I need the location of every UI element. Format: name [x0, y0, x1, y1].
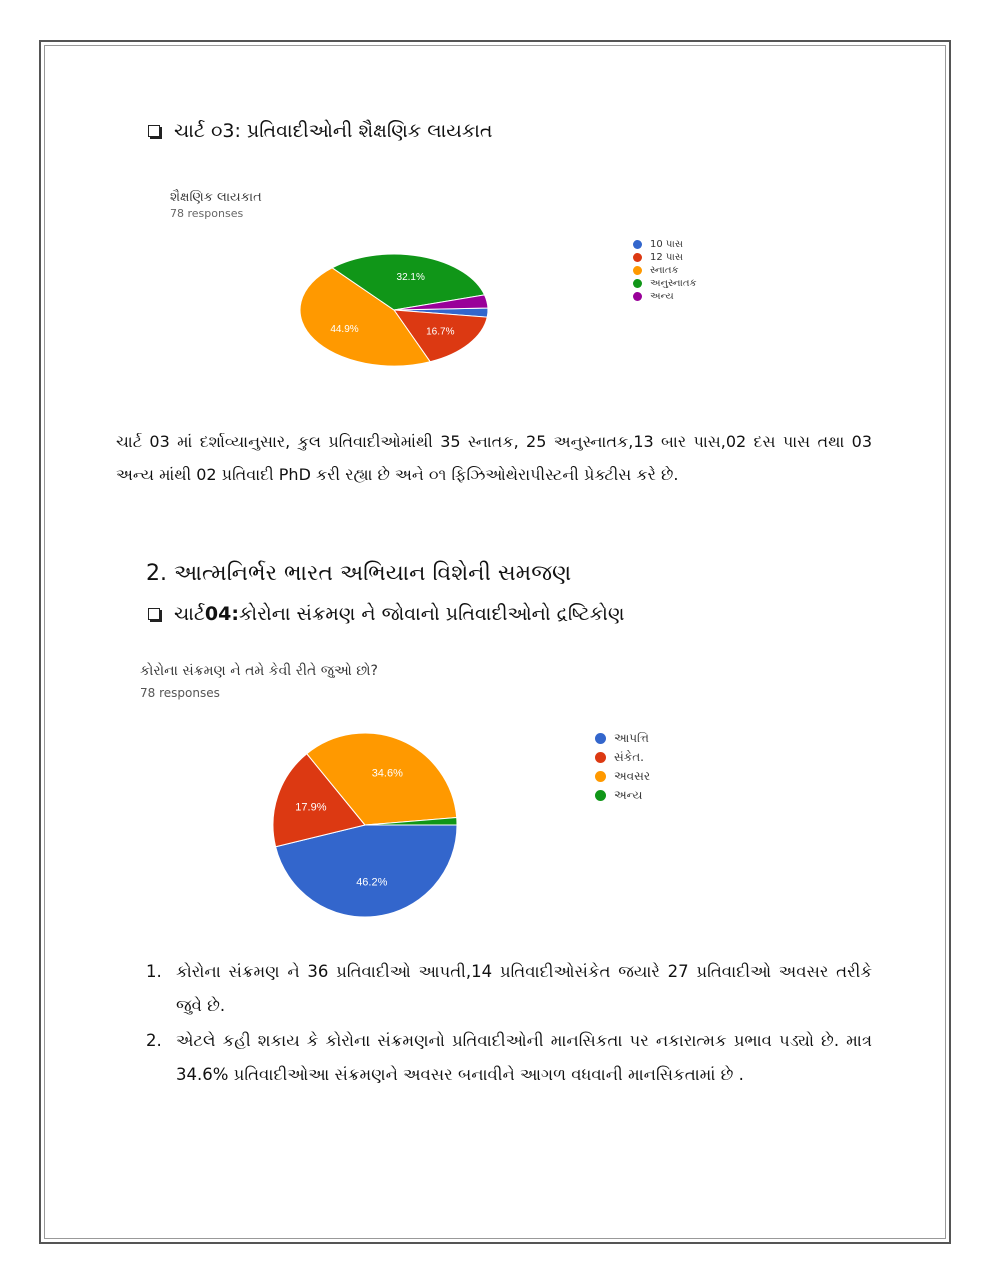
- legend-dot-icon: [633, 279, 642, 288]
- checkbox-bullet-icon: [148, 608, 160, 620]
- chart2-legend-label: સંકેત.: [614, 750, 644, 764]
- chart1-legend-item: [633, 277, 697, 290]
- chart2-legend-item: [595, 729, 650, 748]
- chart1-legend-item: [633, 251, 697, 264]
- chart3-description: ચાર્ટ 03 માં દર્શાવ્યાનુસાર, કુલ પ્રતિવાદીઓમાંથી 35 સ્નાતક, 25 અનુસ્નાતક,13 બાર પાસ,02 દસ પાસ તથા 03 અન્ય માંથી 02 પ્રતિવાદી PhD કરી રહ્યા છે અને ૦૧ ફિઝિઓથેરાપીસ્ટની પ્રેક્ટીસ કરે છે.: [116, 432, 872, 484]
- list-text: એટલે કહી શકાય કે કોરોના સંક્રમણનો પ્રતિવાદીઓની માનસિકતા પર નકારાત્મક પ્રભાવ પડ્યો છે. માત્ર 34.6% પ્રતિવાદીઓઆ સંક્રમણને અવસર બનાવીને આગળ વધવાની માનસિકતામાં છે .: [176, 1031, 872, 1084]
- chart2-title: કોરોના સંક્રમણ ને તમે કેવી રીતે જુઓ છો?: [140, 663, 378, 679]
- chart4-heading-text: કોરોના સંક્રમણ ને જોવાનો પ્રતિવાદીઓનો દ્રષ્ટિકોણ: [238, 603, 625, 625]
- chart1-legend-label: સ્નાતક: [650, 265, 679, 276]
- chart1-data-label-1: 16.7%: [426, 326, 455, 338]
- legend-dot-icon: [595, 733, 606, 744]
- chart2-data-label-1: 17.9%: [295, 801, 327, 814]
- legend-dot-icon: [633, 240, 642, 249]
- list-number: 2.: [146, 1031, 162, 1050]
- legend-dot-icon: [595, 771, 606, 782]
- chart3-heading-text: ચાર્ટ ૦3: પ્રતિવાદીઓની શૈક્ષણિક લાયકાત: [174, 120, 493, 142]
- chart4-heading-number: 04:: [204, 603, 239, 625]
- chart1-responses: 78 responses: [170, 207, 244, 220]
- chart1-data-label-2: 44.9%: [330, 323, 359, 335]
- legend-dot-icon: [595, 790, 606, 801]
- legend-dot-icon: [633, 266, 642, 275]
- legend-dot-icon: [595, 752, 606, 763]
- chart1-title: શૈક્ષણિક લાયકાત: [170, 190, 262, 205]
- chart1-legend-label: અનુસ્નાતક: [650, 278, 697, 289]
- chart1-legend-label: અન્ય: [650, 291, 674, 302]
- chart1-pie: [295, 232, 505, 376]
- list-number: 1.: [146, 962, 162, 981]
- chart2-data-label-2: 34.6%: [371, 767, 403, 780]
- chart4-heading-prefix: ચાર્ટ: [174, 603, 205, 625]
- checkbox-bullet-icon: [148, 125, 160, 137]
- chart2-legend: [595, 729, 650, 805]
- chart2-legend-label: અવસર: [614, 769, 651, 783]
- chart2-legend-label: અન્ય: [614, 788, 643, 802]
- chart2-data-label-0: 46.2%: [356, 876, 388, 889]
- legend-dot-icon: [633, 253, 642, 262]
- chart1-legend-item: [633, 264, 697, 277]
- chart2-legend-label: આપત્તિ: [614, 731, 649, 745]
- list-item: [146, 1024, 872, 1134]
- legend-dot-icon: [633, 292, 642, 301]
- chart3-heading: [148, 120, 493, 142]
- chart1-legend-label: 12 પાસ: [650, 252, 683, 263]
- chart1-legend: [633, 238, 697, 303]
- section2-heading: 2. આત્મનિર્ભર ભારત અભિયાન વિશેની સમજણ: [146, 561, 572, 586]
- list-text: કોરોના સંક્રમણ ને 36 પ્રતિવાદીઓ આપતી,14 પ્રતિવાદીઓસંકેત જયારે 27 પ્રતિવાદીઓ અવસર તરીકે જુવે છે.: [176, 962, 872, 1015]
- chart1-data-label-3: 32.1%: [396, 272, 425, 284]
- chart2-legend-item: [595, 767, 650, 786]
- chart1-legend-item: [633, 238, 697, 251]
- chart2-legend-item: [595, 786, 650, 805]
- chart2-responses: 78 responses: [140, 686, 220, 700]
- chart1-legend-item: [633, 290, 697, 303]
- list-item: [146, 955, 872, 1025]
- chart2-pie: [265, 725, 465, 925]
- chart4-heading: [148, 603, 624, 625]
- chart2-legend-item: [595, 748, 650, 767]
- chart1-legend-label: 10 પાસ: [650, 239, 683, 250]
